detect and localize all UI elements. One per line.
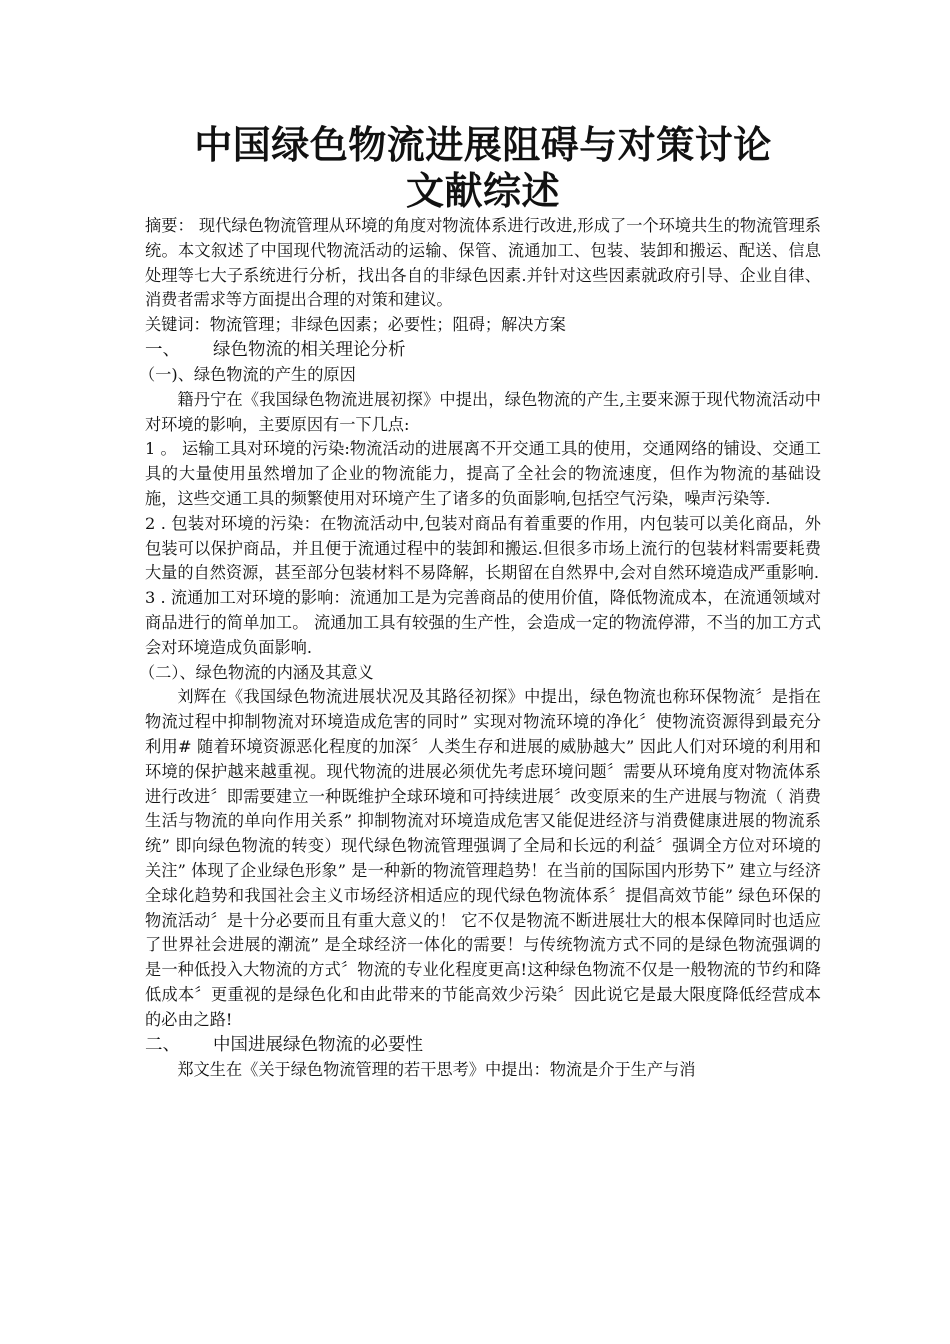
title-line-1: 中国绿色物流进展阻碍与对策讨论	[194, 123, 772, 167]
section-heading-1	[145, 338, 821, 363]
title-line-2: 文献综述	[405, 169, 560, 213]
section-heading-2	[145, 1033, 821, 1058]
body-paragraph: 籍丹宁在《我国绿色物流进展初探》中提出，绿色物流的产生,主要来源于现代物流活动中对环境的影响，主要原因有一下几点:	[145, 389, 821, 434]
section-title: 绿色物流的相关理论分析	[213, 339, 406, 360]
subsection-heading-1: （一)、绿色物流的产生的原因	[139, 364, 356, 384]
document-title	[145, 122, 821, 214]
section-number: 一、	[145, 339, 180, 360]
list-item-1: 1 。 运输工具对环境的污染:物流活动的进展离不开交通工具的使用，交通网络的铺设、交通工具的大量使用虽然增加了企业的物流能力，提高了全社会的物流速度，但作为物流的基础设施，这些交通工具的频繁使用对环境产生了诸多的负面影响,包括空气污染，噪声污染等.	[145, 439, 821, 508]
keywords-line: 关键词：物流管理；非绿色因素；必要性；阻碍；解决方案	[145, 315, 566, 335]
subsection-heading-2: （二）、绿色物流的内涵及其意义	[139, 662, 374, 682]
list-item-2: 2 . 包装对环境的污染：在物流活动中,包装对商品有着重要的作用，内包装可以美化商品，外包装可以保护商品，并且便于流通过程中的装卸和搬运.但很多市场上流行的包装材料需要耗费大量的自然资源，甚至部分包装材料不易降解，长期留在自然界中,会对自然环境造成严重影响.	[145, 513, 821, 583]
section-number: 二、	[145, 1034, 180, 1055]
abstract-paragraph: 摘要： 现代绿色物流管理从环境的角度对物流体系进行改进,形成了一个环境共生的物流管理系统。本文叙述了中国现代物流活动的运输、保管、流通加工、包装、装卸和搬运、配送、信息处理等七大子系统进行分析，找出各自的非绿色因素.并针对这些因素就政府引导、企业自律、消费者需求等方面提出合理的对策和建议。	[145, 216, 821, 310]
section-title: 中国进展绿色物流的必要性	[213, 1034, 423, 1055]
body-paragraph: 郑文生在《关于绿色物流管理的若干思考》中提出：物流是介于生产与消	[177, 1059, 696, 1079]
list-item-3: 3 . 流通加工对环境的影响：流通加工是为完善商品的使用价值，降低物流成本，在流通领域对商品进行的简单加工。 流通加工具有较强的生产性，会造成一定的物流停滞，不当的加工方式会对环境造成负面影响.	[145, 588, 821, 657]
body-paragraph: 刘辉在《我国绿色物流进展状况及其路径初探》中提出，绿色物流也称环保物流〞是指在物流过程中抑制物流对环境造成危害的同时” 实现对物流环境的净化〞使物流资源得到最充分利用# 随着环境资源恶化程度的加深〞人类生存和进展的威胁越大” 因此人们对环境的利用和环境的保护越来越重视。现代物流的进展必须优先考虑环境问题〞需要从环境角度对物流体系进行改进〞即需要建立一种既维护全球环境和可持续进展〞改变原来的生产进展与物流（ 消费生活与物流的单向作用关系” 抑制物流对环境造成危害又能促进经济与消费健康进展的物流系统” 即向绿色物流的转变）现代绿色物流管理强调了全局和长远的利益〞强调全方位对环境的关注” 体现了企业绿色形象” 是一种新的物流管理趋势！在当前的国际国内形势下” 建立与经济全球化趋势和我国社会主义市场经济相适应的现代绿色物流体系〞提倡高效节能” 绿色环保的物流活动〞是十分必要而且有重大意义的！ 它不仅是物流不断进展壮大的根本保障同时也适应了世界社会进展的潮流” 是全球经济一体化的需要！与传统物流方式不同的是绿色物流强调的是一种低投入大物流的方式〞物流的专业化程度更高!这种绿色物流不仅是一般物流的节约和降低成本〞更重视的是绿色化和由此带来的节能高效少污染〞因此说它是最大限度降低经营成本的必由之路!	[145, 687, 821, 1029]
document-page	[139, 122, 821, 1082]
